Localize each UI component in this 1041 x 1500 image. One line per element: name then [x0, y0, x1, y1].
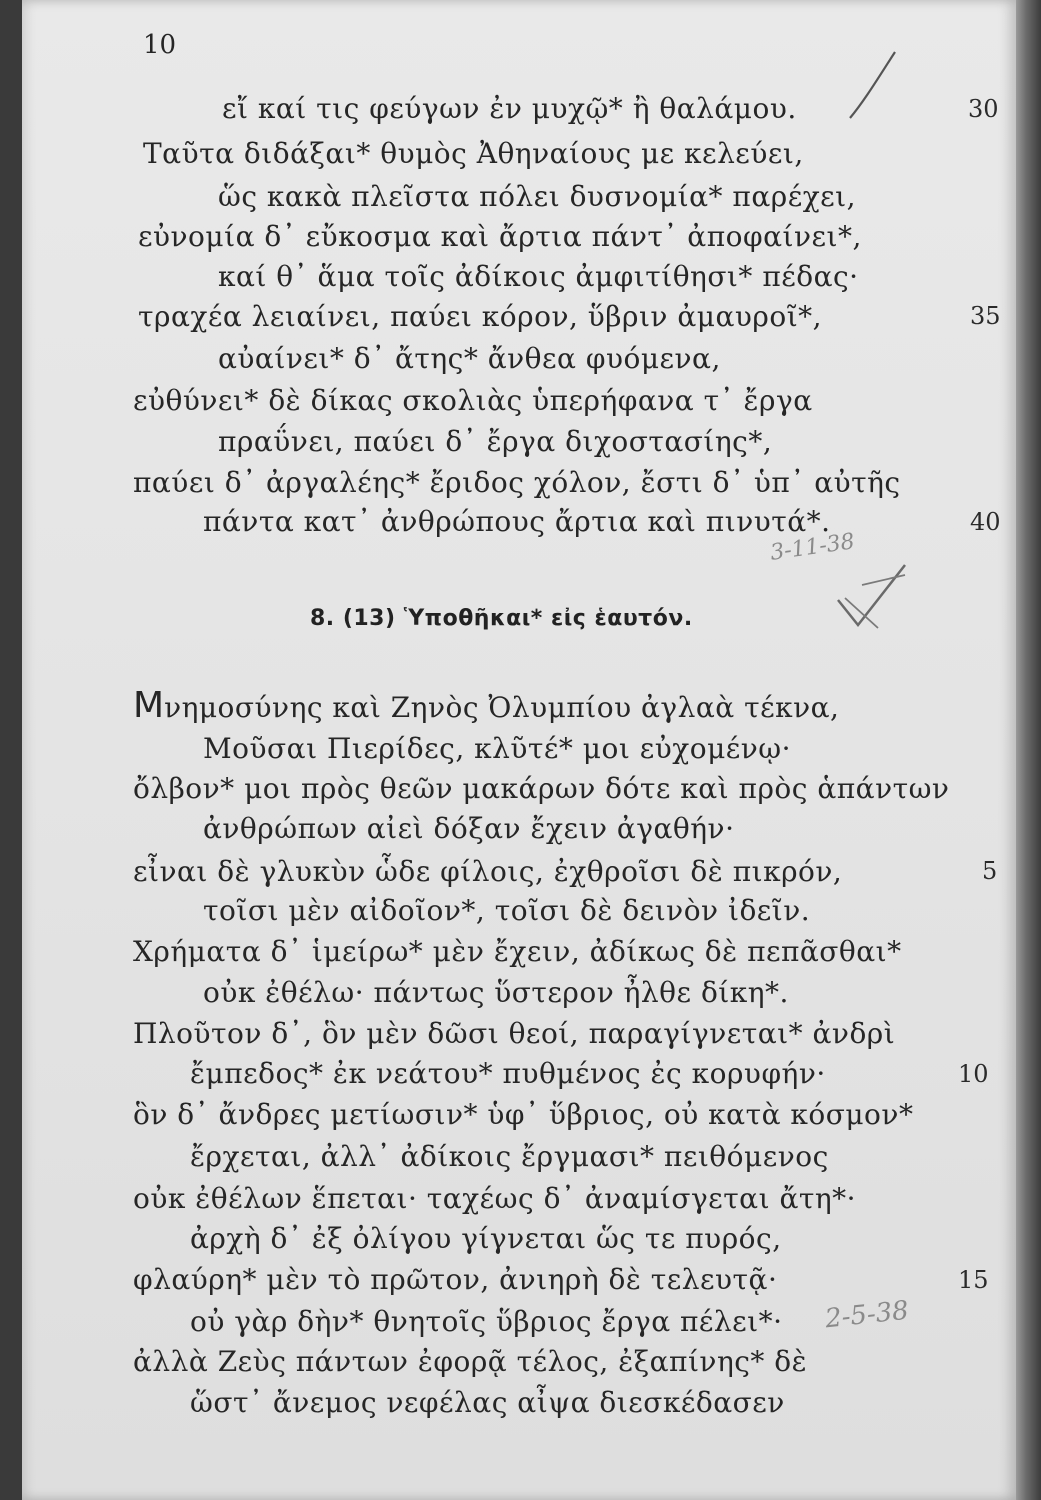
verse-line: εἴ καί τις φεύγων ἐν μυχῷ* ἢ θαλάμου.	[222, 92, 797, 125]
verse-line: ὥς κακὰ πλεῖστα πόλει δυσνομία* παρέχει,	[218, 180, 857, 213]
drop-initial: Μ	[133, 685, 165, 726]
line-number: 15	[958, 1266, 989, 1294]
verse-line: ἔρχεται, ἀλλ᾽ ἀδίκοις ἔργμασι* πειθόμενος	[190, 1140, 829, 1173]
verse-line: καί θ᾽ ἅμα τοῖς ἀδίκοις ἀμφιτίθησι* πέδας·	[218, 260, 859, 293]
verse-line: τραχέα λειαίνει, παύει κόρον, ὕβριν ἀμαυροῖ*,	[138, 300, 823, 333]
section-heading: 8. (13) Ὑποθῆκαι* εἰς ἑαυτόν.	[310, 606, 693, 631]
verse-line: οὐ γὰρ δὴν* θνητοῖς ὕβριος ἔργα πέλει*·	[190, 1305, 783, 1338]
verse-line: φλαύρη* μὲν τὸ πρῶτον, ἀνιηρὴ δὲ τελευτᾷ·	[133, 1263, 778, 1296]
verse-line: ὃν δ᾽ ἄνδρες μετίωσιν* ὑφ᾽ ὕβριος, οὐ κατὰ κόσμον*	[133, 1098, 914, 1131]
verse-line: παύει δ᾽ ἀργαλέης* ἔριδος χόλον, ἔστι δ᾽ ὑπ᾽ αὐτῆς	[133, 466, 901, 499]
verse-line: ὥστ᾽ ἄνεμος νεφέλας αἶψα διεσκέδασεν	[190, 1386, 785, 1419]
verse-line-first-text: νημοσύνης καὶ Ζηνὸς Ὀλυμπίου ἀγλαὰ τέκνα,	[164, 691, 840, 724]
verse-line: ἀνθρώπων αἰεὶ δόξαν ἔχειν ἀγαθήν·	[203, 812, 735, 845]
verse-line: Ταῦτα διδάξαι* θυμὸς Ἀθηναίους με κελεύει,	[143, 137, 804, 170]
verse-line: οὐκ ἐθέλων ἕπεται· ταχέως δ᾽ ἀναμίσγεται ἄτη*·	[133, 1182, 857, 1215]
line-number: 30	[968, 95, 999, 123]
verse-line: εἶναι δὲ γλυκὺν ὧδε φίλοις, ἐχθροῖσι δὲ πικρόν,	[133, 855, 843, 888]
verse-line: ἔμπεδος* ἐκ νεάτου* πυθμένος ἐς κορυφήν·	[190, 1057, 826, 1090]
verse-line: Πλοῦτον δ᾽, ὃν μὲν δῶσι θεοί, παραγίγνεται* ἀνδρὶ	[133, 1017, 896, 1050]
verse-line: αὐαίνει* δ᾽ ἄτης* ἄνθεα φυόμενα,	[218, 342, 721, 375]
verse-line: Χρήματα δ᾽ ἱμείρω* μὲν ἔχειν, ἀδίκως δὲ πεπᾶσθαι*	[133, 935, 902, 968]
verse-line: τοῖσι μὲν αἰδοῖον*, τοῖσι δὲ δεινὸν ἰδεῖν.	[203, 894, 811, 927]
verse-line: ἀλλὰ Ζεὺς πάντων ἐφορᾷ τέλος, ἐξαπίνης* δὲ	[133, 1345, 808, 1378]
line-number: 35	[970, 302, 1001, 330]
line-number: 10	[958, 1060, 989, 1088]
verse-line: πάντα κατ᾽ ἀνθρώπους ἄρτια καὶ πινυτά*.	[203, 505, 831, 538]
verse-line: οὐκ ἐθέλω· πάντως ὕστερον ἦλθε δίκη*.	[203, 976, 789, 1009]
verse-line: ὄλβον* μοι πρὸς θεῶν μακάρων δότε καὶ πρὸς ἁπάντων	[133, 772, 950, 805]
line-number: 40	[970, 508, 1001, 536]
verse-line-first	[133, 685, 839, 726]
pencil-note-date: 2-5-38	[823, 1295, 911, 1335]
verse-line: εὐνομία δ᾽ εὔκοσμα καὶ ἄρτια πάντ᾽ ἀποφαίνει*,	[138, 220, 862, 253]
verse-line: ἀρχὴ δ᾽ ἐξ ὀλίγου γίγνεται ὥς τε πυρός,	[190, 1222, 782, 1255]
page-number: 10	[143, 30, 177, 60]
line-number: 5	[982, 857, 998, 885]
verse-line: πραΰνει, παύει δ᾽ ἔργα διχοστασίης*,	[218, 425, 773, 458]
page-binding-edge	[1016, 0, 1041, 1500]
verse-line: Μοῦσαι Πιερίδες, κλῦτέ* μοι εὐχομένῳ·	[203, 732, 792, 765]
pencil-note-date: 3-11-38	[768, 529, 857, 566]
verse-line: εὐθύνει* δὲ δίκας σκολιὰς ὑπερήφανα τ᾽ ἔργα	[133, 384, 813, 417]
